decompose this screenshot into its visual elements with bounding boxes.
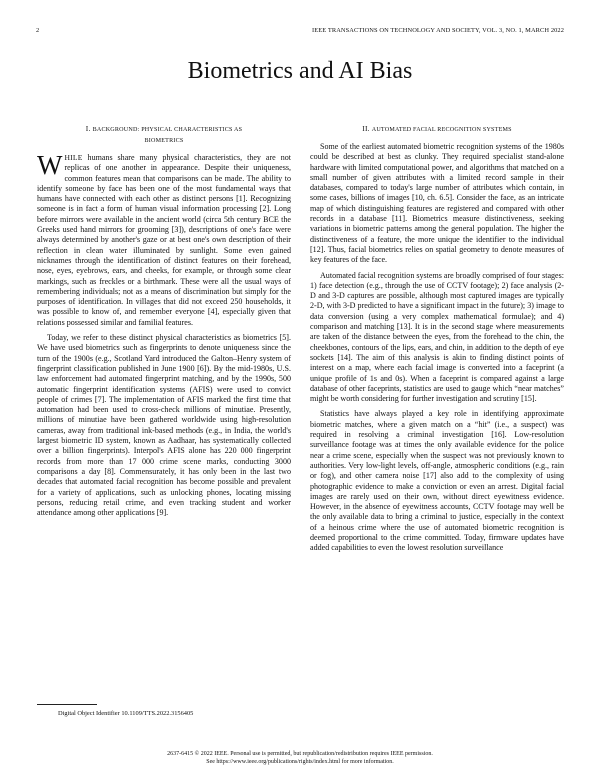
page-number: 2: [36, 27, 40, 34]
running-header: [36, 27, 564, 34]
right-column: [310, 124, 564, 554]
rights-link-line: See https://www.ieee.org/publications/rights/index.html for more information.: [206, 759, 394, 765]
section-1-paragraph-1: [37, 150, 291, 328]
section-1-heading-line1: BACKGROUND: PHYSICAL CHARACTERISTICS AS: [92, 127, 243, 133]
copyright-footer: [0, 750, 600, 766]
article-title: Biometrics and AI Bias: [187, 58, 413, 84]
section-1-heading-line2: BIOMETRICS: [144, 138, 184, 144]
doi-footnote: Digital Object Identifier 10.1109/TTS.2022.3156405: [58, 710, 194, 717]
journal-name: IEEE TRANSACTIONS ON TECHNOLOGY AND SOCIETY, VOL. 3, NO. 1, MARCH 2022: [312, 27, 564, 34]
lead-in-caps: HILE: [64, 153, 83, 162]
section-2-paragraph-1: Some of the earliest automated biometric recognition systems of the 1980s could be described at best as clunky. They required specialist stand-alone hardware with limited computational power, and algorithms that matched on a small number of given attributes with a limited record sample in their databases, compared to today's large number of attributes which contain, in some cases, billions of images [10, ch. 6.5]. Consider the face, as an intricate map of which distinguishing features are registered and compared with other records in a database [11]. Biometrics measure distinctiveness, seeking variations in biometric patterns among the general population. The higher the distinctiveness of a feature, the more unique the identifier to the individual [12]. Thus, facial biometrics relies on spatial geometry to denote measures of key features of the face.: [310, 142, 564, 265]
section-1-paragraph-1-text: humans share many physical characteristics, they are not replicas of one another in appearance. Despite their uniqueness, common features mean that comparisons can be made. The ability to identify someone by face has been one of the most fundamental ways that humans have connected with each other as distinct persons [1]. Recognizing someone is in fact a form of human visual information processing [2]. Long before mirrors were available in the ancient world (circa 5th century BCE the Greeks used hand mirrors for grooming [3]), descriptions of one's face were always determined by another's gaze or at best one's own description of their reflection in clean water illuminated by sunlight. Some even gained nicknames through the identification of distinct features on their forehead, nose, eyes, eyebrows, ears, and cheeks, for example, or through some clear markings, such as freckles or a birthmark. These were all the usual ways of remembering individuals; not as a means of discrimination but simply for the purposes of identification. In villages that did not exceed 250 households, it was possible to know of, and remember everyone [4], especially given that relations possessed similar and familial features.: [37, 153, 291, 327]
section-2-paragraph-3: Statistics have always played a key role in identifying approximate biometric matches, where a given match on a “hit” (i.e., a suspect) was required in resolving a criminal investigation [16]. Low-resolution surveillance footage was at times the only available evidence for the police near a crime scene, especially when the suspect was not previously known to authorities. Very low-light levels, off-angle, atmospheric conditions (e.g., rain or fog), and other camera noise [17] also add to the complexity of using photographic evidence to make a conviction or even an arrest. Digital facial images are rarely used on their own, without direct eyewitness evidence. However, in the absence of eyewitness accounts, CCTV footage may well be the only available data to bring a criminal to justice, especially in the context of a heinous crime where the use of automated biometric recognition is deemed proportional to the crime committed. Today, firmware updates have added capabilities to even the lowest resolution surveillance: [310, 409, 564, 553]
section-2-heading-text: AUTOMATED FACIAL RECOGNITION SYSTEMS: [371, 127, 512, 133]
section-1-numeral: I.: [85, 124, 91, 133]
section-1-paragraph-2: Today, we refer to these distinct physical characteristics as biometrics [5]. We have used biometrics such as fingerprints to denote uniqueness since the turn of the 1900s (e.g., Scotland Yard introduced the Galton–Henry system of fingerprint classification published in June 1900 [6]). By the mid-1980s, U.S. law enforcement had automated fingerprint matching, and by the 1990s, 500 automatic fingerprint identification systems (AFIS) were used to convict people of crimes [7]. The implementation of AFIS marked the first time that automation had been used to cross-check millions of minutiae. Presently, millions of minutiae have been gathered worldwide using high-resolution cameras, away from traditional ink-based methods (e.g., in India, the world's largest biometric ID system, known as Aadhaar, has systematically collected over a billion fingerprints). Interpol's AFIS alone has 220 000 fingerprint records from more than 17 000 crime scene marks, conducting 3000 comparisons a day [8]. Commensurately, it has only been in the last two decades that automated facial recognition has become possible and prevalent for a variety of applications, such as unlocking phones, locating missing persons, reducing retail crime, and even tracking student and worker attendance among other applications [9].: [37, 333, 291, 518]
drop-cap: W: [37, 150, 63, 180]
section-2-numeral: II.: [362, 124, 370, 133]
section-1-heading: [37, 124, 291, 146]
left-column: [37, 124, 291, 518]
copyright-line: 2637-6415 © 2022 IEEE. Personal use is permitted, but republication/redistribution requires IEEE permission.: [167, 751, 433, 757]
section-2-paragraph-2: Automated facial recognition systems are broadly comprised of four stages: 1) face detection (e.g., through the use of CCTV footage); 2) face analysis (2-D and 3-D captures are possible, although most captured images are typically 2-D, with 3-D predicted to have a significant impact in the future); 3) image to data conversion (using a very complex mathematical formulae); and 4) comparison and matching [13]. It is in the second stage where measurements are taken of the distance between the eyes, from the forehead to the chin, the cheekbones, contours of the lips, ears, and chin, in addition to the depth of eye sockets [14]. The aim of this analysis is akin to finding distinct points of interest on a map, where each facial image is converted into a faceprint (a unique profile of 1s and 0s). When a faceprint is compared against a large database of other faceprints, statistics are used to gauge which “near matches” might be worth considering for further investigation and scrutiny [15].: [310, 270, 564, 404]
footnote-divider: [37, 704, 97, 705]
section-2-heading: [310, 124, 564, 135]
